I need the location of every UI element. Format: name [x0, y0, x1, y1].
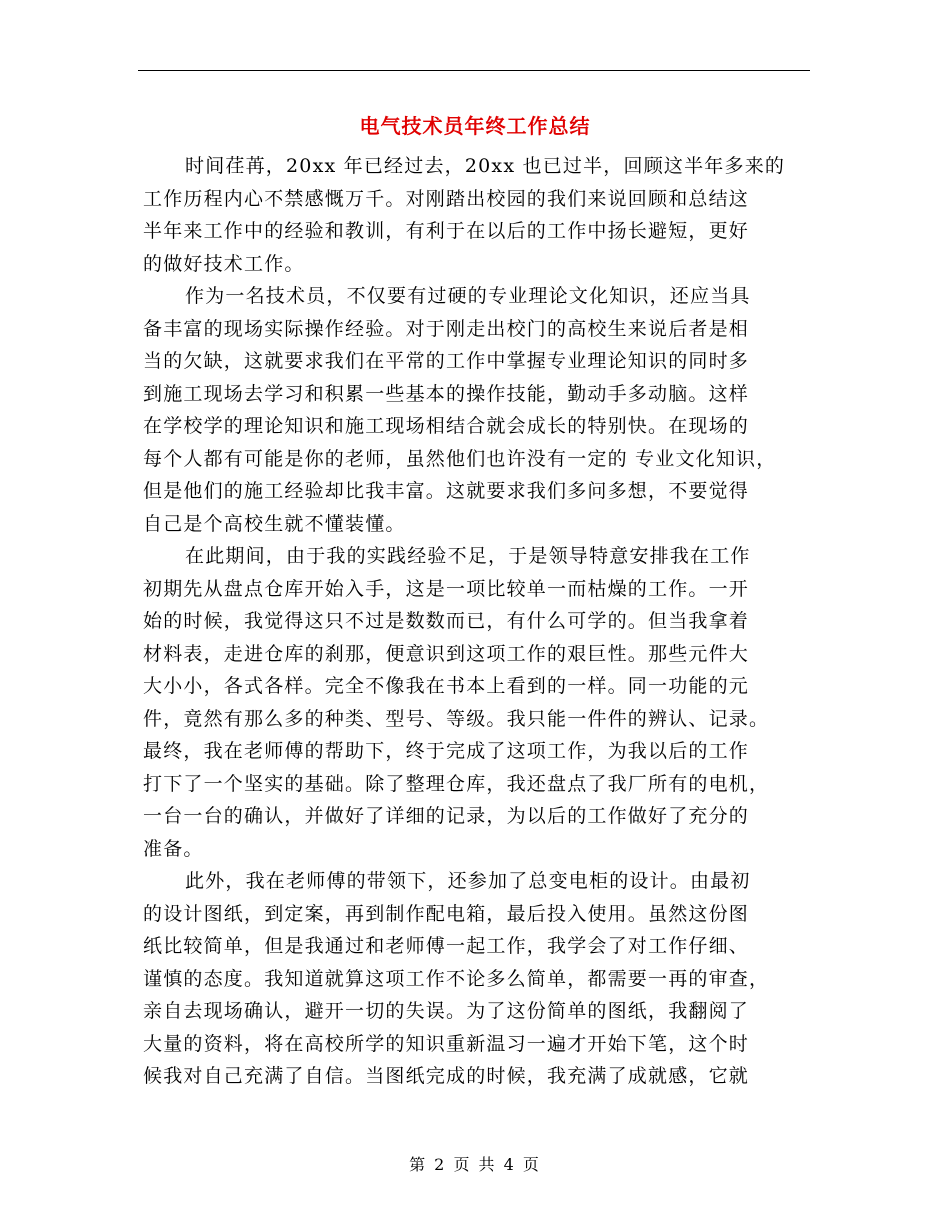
paragraph-line: 始的时候，我觉得这只不过是数数而已，有什么可学的。但当我拿着: [143, 610, 750, 632]
paragraph-line: 材料表，走进仓库的刹那，便意识到这项工作的艰巨性。那些元件大: [143, 642, 750, 665]
paragraph-line: 的做好技术工作。: [143, 252, 305, 275]
paragraph-line: 每个人都有可能是你的老师，虽然他们也许没有一定的 专业文化知识，: [143, 447, 777, 470]
paragraph-line: 亲自去现场确认，避开一切的失误。为了这份简单的图纸，我翻阅了: [143, 1000, 750, 1022]
document-title: 电气技术员年终工作总结: [359, 114, 591, 138]
paragraph-line: 大量的资料，将在高校所学的知识重新温习一遍才开始下笔，这个时: [143, 1032, 750, 1055]
header-rule: [138, 70, 810, 71]
paragraph-line: 一台一台的确认，并做好了详细的记录，为以后的工作做好了充分的: [143, 805, 750, 827]
paragraph-first-line: 此外，我在老师傅的带领下，还参加了总变电柜的设计。由最初: [185, 870, 751, 892]
document-body: [143, 150, 815, 1093]
paragraph-line: 在学校学的理论知识和施工现场相结合就会成长的特别快。在现场的: [143, 415, 750, 437]
paragraph-line: 纸比较简单，但是我通过和老师傅一起工作，我学会了对工作仔细、: [143, 935, 750, 957]
paragraph-line: 但是他们的施工经验却比我丰富。这就要求我们多问多想，不要觉得: [143, 480, 750, 502]
paragraph-line: 打下了一个坚实的基础。除了整理仓库，我还盘点了我厂所有的电机，: [143, 772, 770, 795]
paragraph-line: 件，竟然有那么多的种类、型号、等级。我只能一件件的辨认、记录。: [143, 707, 770, 730]
paragraph-line: 的设计图纸，到定案，再到制作配电箱，最后投入使用。虽然这份图: [143, 902, 750, 925]
paragraph-line: 大小小，各式各样。完全不像我在书本上看到的一样。同一功能的元: [143, 675, 750, 697]
paragraph-line: 自己是个高校生就不懂装懂。: [143, 512, 406, 535]
paragraph-first-line: 在此期间，由于我的实践经验不足，于是领导特意安排我在工作: [185, 545, 751, 567]
paragraph-line: 当的欠缺，这就要求我们在平常的工作中掌握专业理论知识的同时多: [143, 350, 750, 372]
paragraph-line: 准备。: [143, 837, 204, 860]
paragraph-first-line: 作为一名技术员，不仅要有过硬的专业理论文化知识，还应当具: [185, 285, 751, 307]
paragraph-line: 最终，我在老师傅的帮助下，终于完成了这项工作，为我以后的工作: [143, 740, 750, 762]
paragraph-line: 初期先从盘点仓库开始入手，这是一项比较单一而枯燥的工作。一开: [143, 577, 750, 600]
paragraph-line: 到施工现场去学习和积累一些基本的操作技能，勤动手多动脑。这样: [143, 382, 750, 405]
paragraph-line: 备丰富的现场实际操作经验。对于刚走出校门的高校生来说后者是相: [143, 317, 750, 340]
paragraph-line: 谨慎的态度。我知道就算这项工作不论多么简单，都需要一再的审查，: [143, 967, 770, 990]
paragraph-first-line: 时间荏苒，20xx 年已经过去，20xx 也已过半，回顾这半年多来的: [185, 155, 786, 177]
paragraph-line: 候我对自己充满了自信。当图纸完成的时候，我充满了成就感，它就: [143, 1065, 750, 1087]
paragraph-line: 工作历程内心不禁感慨万千。对刚踏出校园的我们来说回顾和总结这: [143, 187, 750, 210]
page-number-footer: 第 2 页 共 4 页: [409, 1155, 541, 1174]
paragraph-line: 半年来工作中的经验和教训，有利于在以后的工作中扬长避短，更好: [143, 220, 750, 242]
